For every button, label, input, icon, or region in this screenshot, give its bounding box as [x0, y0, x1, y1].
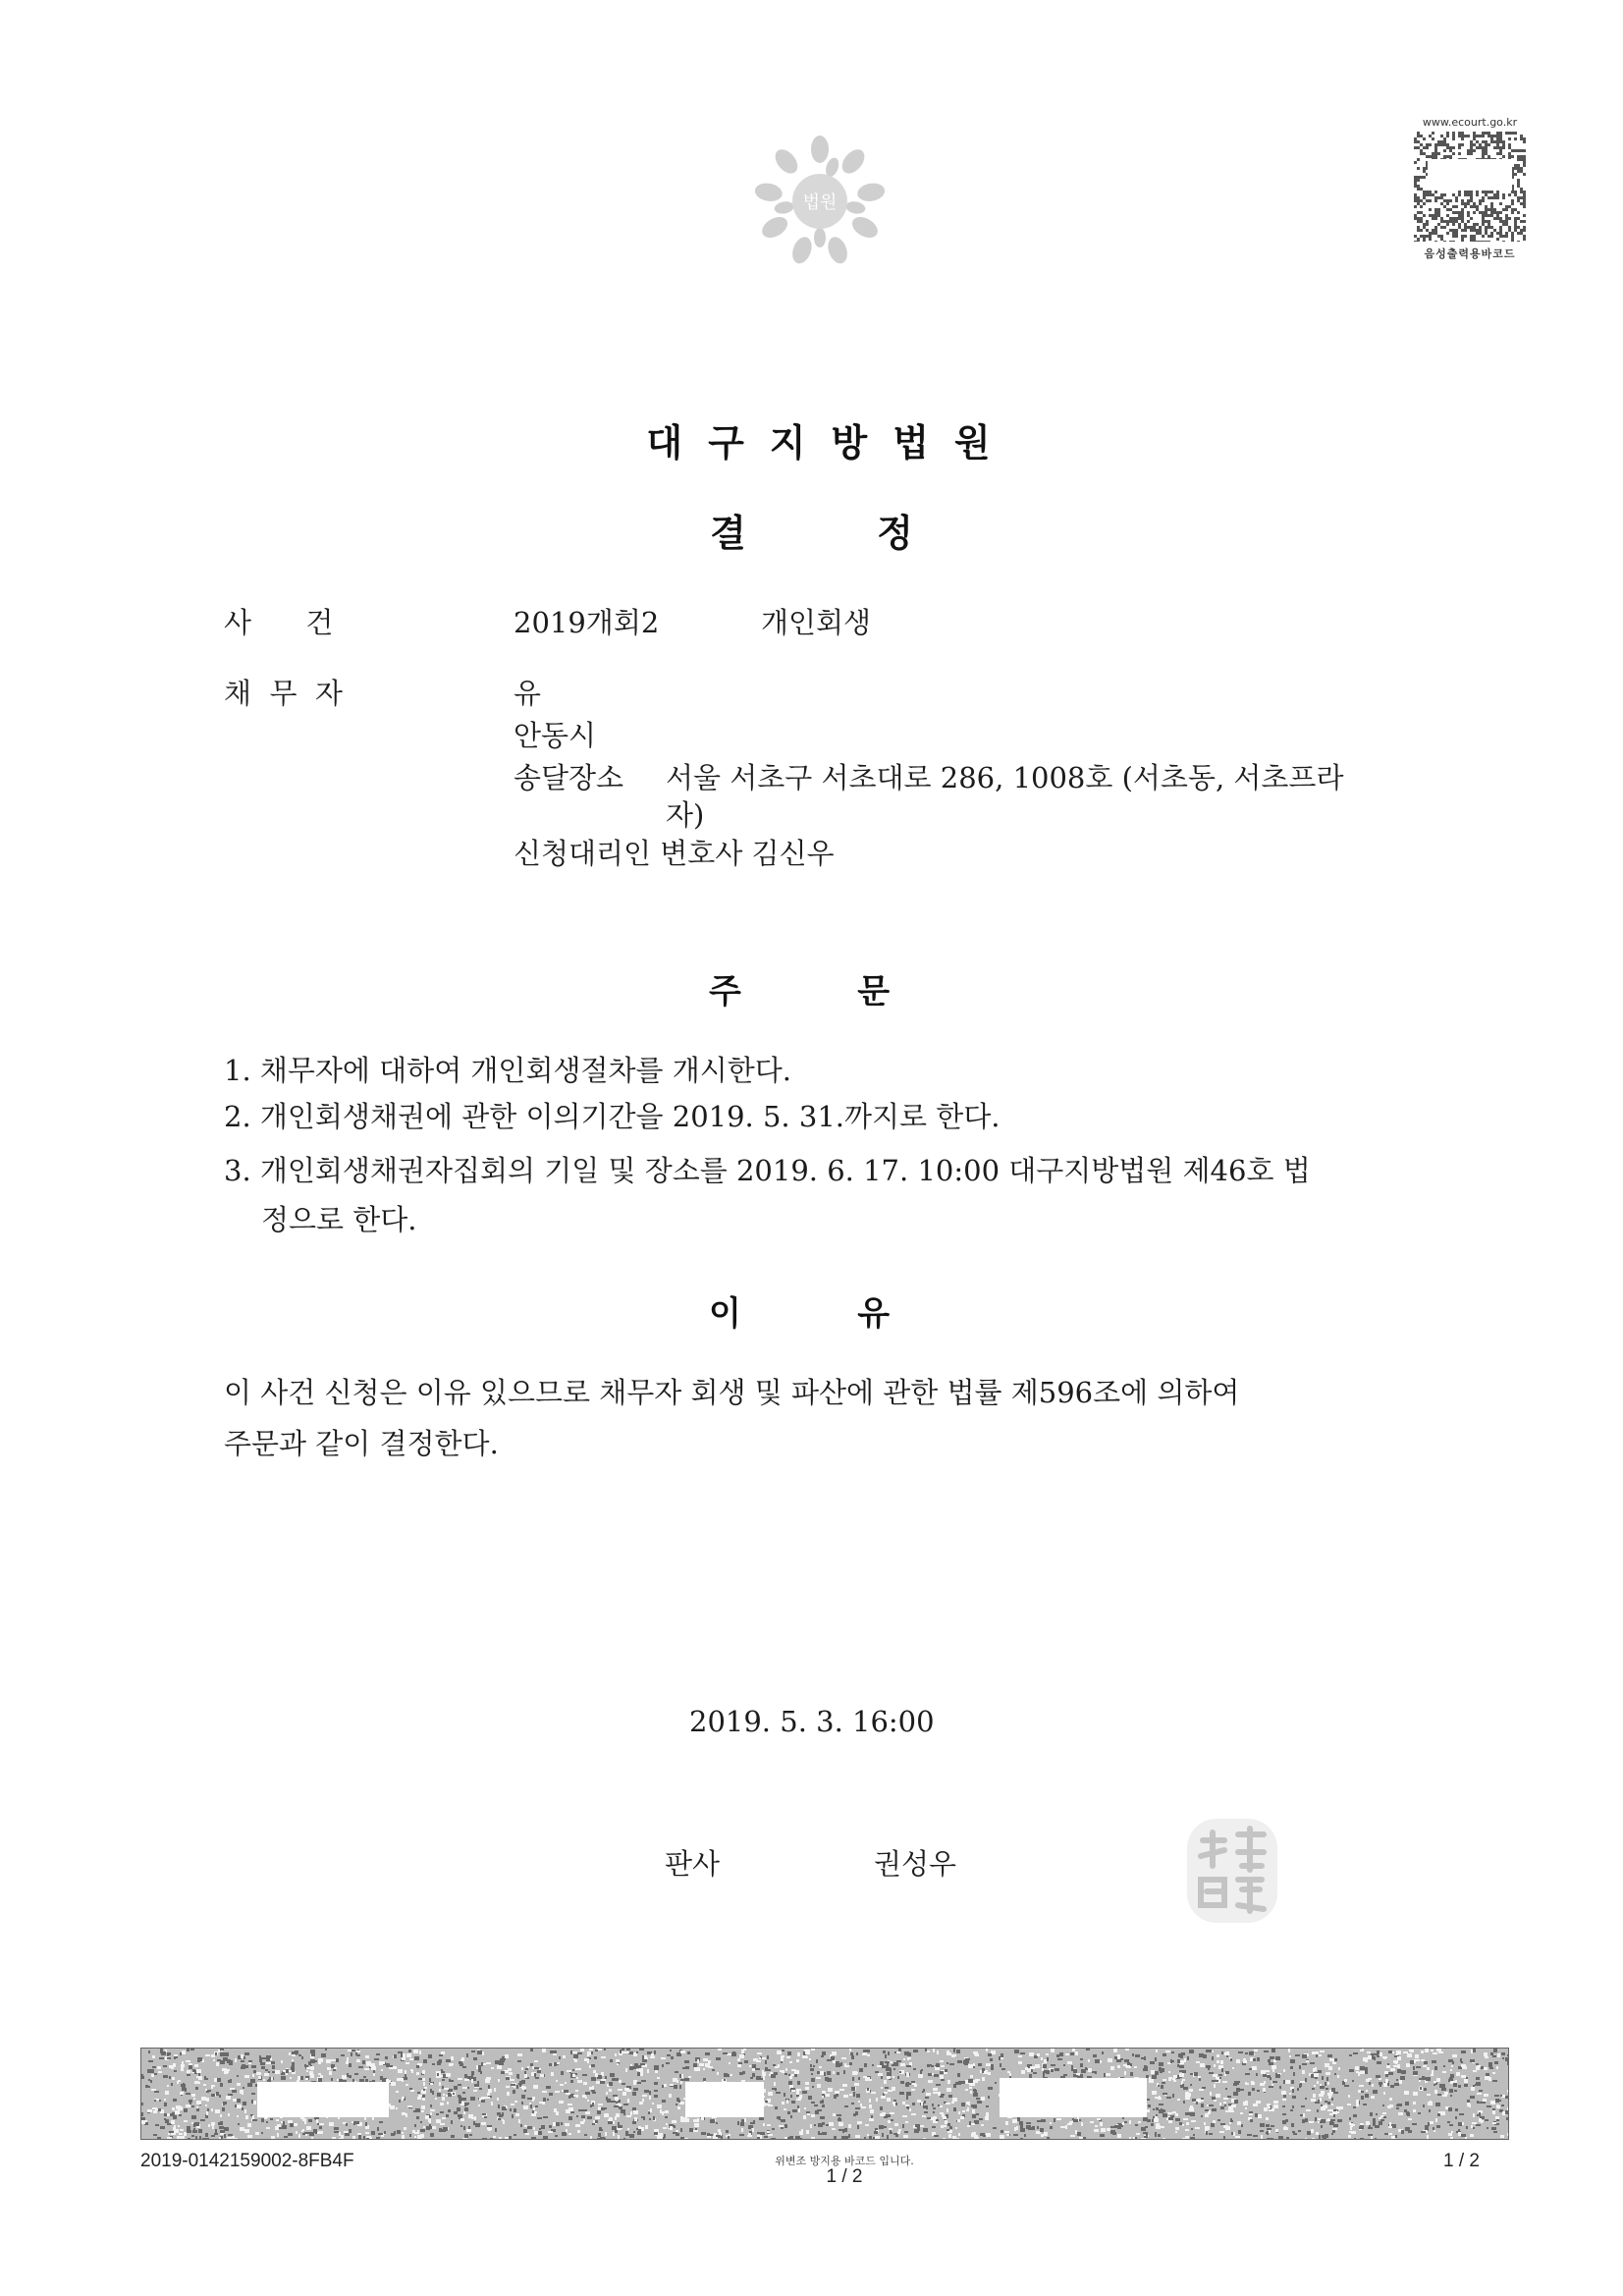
order-item-2: 2. 개인회생채권에 관한 이의기간을 2019. 5. 31.까지로 한다. [224, 1100, 1001, 1133]
decision-date: 2019. 5. 3. 16:00 [689, 1705, 935, 1738]
delivery-label: 송달장소 [514, 761, 624, 794]
case-label: 사 건 [224, 606, 334, 639]
emblem-label: 법원 [802, 192, 838, 213]
voice-output-qr-code [1406, 116, 1534, 265]
document-title: 결 정 [710, 512, 913, 555]
order-item-1: 1. 채무자에 대하여 개인회생절차를 개시한다. [224, 1054, 792, 1087]
delivery-address-line-2: 자) [666, 798, 705, 832]
page-number-center: 1 / 2 [826, 2166, 863, 2187]
anti-forgery-barcode [140, 2048, 1509, 2140]
court-name: 대구지방법원 [646, 421, 1016, 465]
delivery-address-line-1: 서울 서초구 서초대로 286, 1008호 (서초동, 서초프라 [666, 761, 1344, 794]
reason-line-2: 주문과 같이 결정한다. [224, 1427, 499, 1460]
qr-code-icon [1414, 132, 1526, 242]
order-item-3-continuation: 정으로 한다. [261, 1203, 417, 1236]
judge-name: 권성우 [874, 1847, 957, 1881]
qr-url: www.ecourt.go.kr [1422, 116, 1518, 129]
case-number: 2019개회2 [514, 606, 660, 639]
court-emblem-icon [746, 128, 893, 275]
order-item-3: 3. 개인회생채권자집회의 기일 및 장소를 2019. 6. 17. 10:00 대구지방법원 제46호 법 [224, 1154, 1311, 1187]
barcode-notice: 위변조 방지용 바코드 입니다. [775, 2155, 914, 2167]
reason-line-1: 이 사건 신청은 이유 있으므로 채무자 회생 및 파산에 관한 법률 제596조에 의하여 [224, 1376, 1240, 1409]
order-heading: 주 문 [709, 972, 891, 1011]
judge-seal-icon [1173, 1807, 1291, 1935]
applicant-agent: 신청대리인 변호사 김신우 [514, 837, 835, 870]
judge-title: 판사 [665, 1847, 721, 1881]
debtor-address: 안동시 [514, 719, 597, 752]
debtor-name: 유 [514, 677, 542, 710]
case-type: 개인회생 [761, 606, 872, 639]
debtor-label: 채 무 자 [224, 677, 343, 710]
page-number-right: 1 / 2 [1443, 2151, 1480, 2171]
qr-caption: 음성출력용바코드 [1424, 247, 1516, 260]
document-code: 2019-0142159002-8FB4F [140, 2151, 354, 2171]
reason-heading: 이 유 [709, 1294, 891, 1334]
